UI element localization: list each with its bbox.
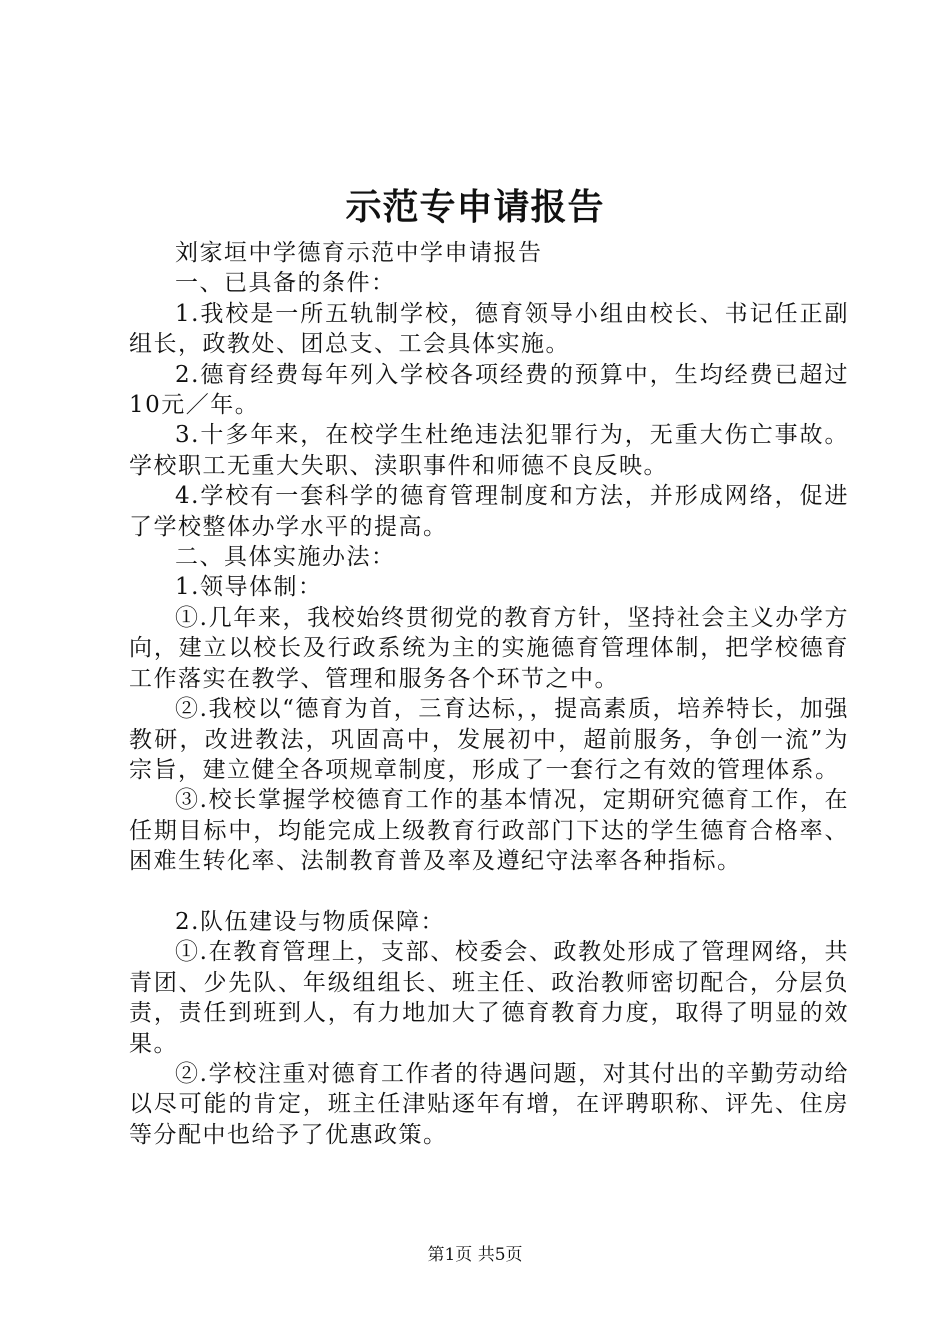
document-body bbox=[129, 238, 849, 1150]
paragraph-subsection-team: 2.队伍建设与物质保障： bbox=[175, 908, 445, 935]
paragraph-condition-1: 1.我校是一所五轨制学校，德育领导小组由校长、书记任正副组长，政教处、团总支、工会具体实施。 bbox=[129, 300, 849, 358]
paragraph-condition-2: 2.德育经费每年列入学校各项经费的预算中，生均经费已超过10元／年。 bbox=[129, 361, 849, 419]
paragraph-section-1-heading: 一、已具备的条件： bbox=[175, 270, 396, 297]
paragraph-leadership-item-3: ③.校长掌握学校德育工作的基本情况，定期研究德育工作，在任期目标中，均能完成上级教育行政部门下达的学生德育合格率、困难生转化率、法制教育普及率及遵纪守法率各种指标。 bbox=[129, 787, 849, 875]
paragraph-subsection-leadership: 1.领导体制： bbox=[175, 574, 323, 601]
paragraph-team-item-2: ②.学校注重对德育工作者的待遇问题，对其付出的辛勤劳动给以尽可能的肯定，班主任津贴逐年有增，在评聘职称、评先、住房等分配中也给予了优惠政策。 bbox=[129, 1060, 849, 1148]
paragraph-condition-4: 4.学校有一套科学的德育管理制度和方法，并形成网络，促进了学校整体办学水平的提高。 bbox=[129, 483, 849, 540]
page-number-footer: 第1页 共5页 bbox=[427, 1245, 523, 1265]
paragraph-team-item-1: ①.在教育管理上，支部、校委会、政教处形成了管理网络，共青团、少先队、年级组组长、班主任、政治教师密切配合，分层负责，责任到班到人，有力地加大了德育教育力度，取得了明显的效果。 bbox=[129, 939, 849, 1057]
paragraph-section-2-heading: 二、具体实施办法： bbox=[175, 544, 396, 571]
paragraph-leadership-item-2: ②.我校以“德育为首，三育达标，，提高素质，培养特长，加强教研，改进教法，巩固高中，发展初中，超前服务，争创一流”为宗旨，建立健全各项规章制度，形成了一套行之有效的管理体系。 bbox=[129, 696, 849, 783]
paragraph-subtitle: 刘家垣中学德育示范中学申请报告 bbox=[175, 240, 543, 266]
paragraph-leadership-item-1: ①.几年来，我校始终贯彻党的教育方针，坚持社会主义办学方向，建立以校长及行政系统为主的实施德育管理体制，把学校德育工作落实在教学、管理和服务各个环节之中。 bbox=[129, 604, 849, 692]
document-title: 示范专申请报告 bbox=[345, 186, 605, 228]
paragraph-condition-3: 3.十多年来，在校学生杜绝违法犯罪行为，无重大伤亡事故。学校职工无重大失职、渎职事件和师德不良反映。 bbox=[129, 422, 849, 479]
